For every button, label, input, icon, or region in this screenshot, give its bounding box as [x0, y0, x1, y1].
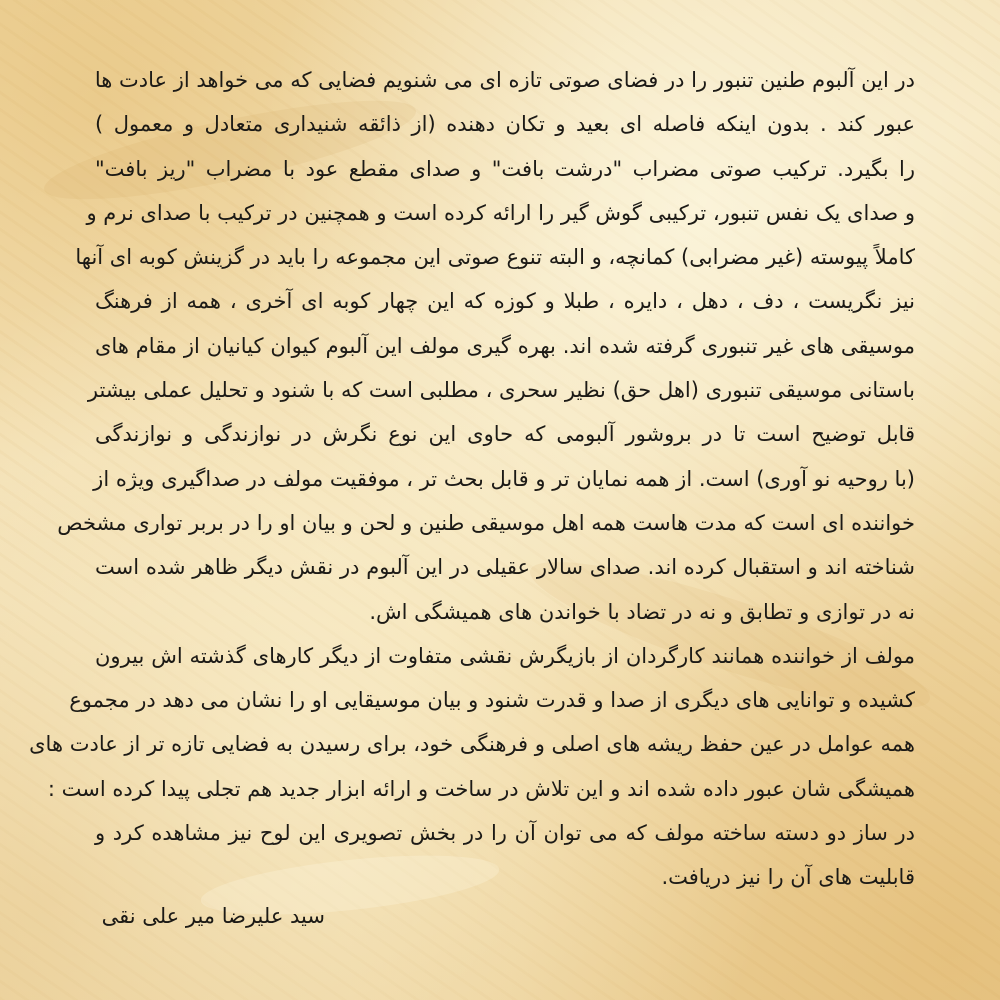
text-line: باستانی موسیقی تنبوری (اهل حق) نظیر سحری ، مطلبی است که با شنود و تحلیل عملی بیشتر — [87, 378, 915, 403]
text-line: نیز نگریست ، دف ، دهل ، دایره ، طبلا و کوزه که این چهار کوبه ای آخری ، همه از فرهنگ — [95, 289, 915, 314]
paragraph-2 — [29, 634, 915, 900]
text-line: مولف از خواننده همانند کارگردان از بازیگرش نقشی متفاوت از دیگر کارهای گذشته اش بیرون — [95, 643, 915, 668]
text-line: در این آلبوم طنین تنبور را در فضای صوتی تازه ای می شنویم فضایی که می خواهد از عادت ها — [94, 68, 915, 92]
text-line: قابل توضیح است تا در بروشور آلبومی که حاوی این نوع نگرش در نوازندگی و نوازندگی — [95, 422, 915, 447]
text-line: کشیده و توانایی های دیگری از صدا و قدرت شنود و بیان موسیقایی او را نشان می دهد در مجموع — [69, 688, 915, 713]
text-line: نه در توازی و تطابق و نه در تضاد با خواندن های همیشگی اش. — [369, 599, 915, 624]
text-line: خواننده ای است که مدت هاست همه اهل موسیقی طنین و لحن و بیان او را در بربر تواری مشخص — [57, 510, 915, 535]
text-line: همه عوامل در عین حفظ ریشه های اصلی و فرهنگی خود، برای رسیدن به فضایی تازه تر از عادت های — [29, 732, 915, 757]
liner-notes-text — [29, 58, 915, 900]
text-line: عبور کند . بدون اینکه فاصله ای بعید و تکان دهنده (از ذائقه شنیداری متعادل و معمول ) — [95, 112, 915, 137]
text-line: شناخته اند و استقبال کرده اند. صدای سالار عقیلی در این آلبوم در نقش دیگر ظاهر شده است — [95, 555, 915, 580]
paragraph-1 — [57, 58, 915, 634]
text-line: همیشگی شان عبور داده شده اند و این تلاش در ساخت و ارائه ابزار جدید هم تجلی پیدا کرده است : — [47, 776, 915, 801]
text-line: قابلیت های آن را نیز دریافت. — [661, 865, 915, 890]
author-signature: سید علیرضا میر علی نقی — [101, 904, 325, 928]
text-line: کاملاً پیوسته (غیر مضرابی) کمانچه، و البته تنوع صوتی این مجموعه را باید در گزینش کوبه ای آنها — [75, 245, 915, 270]
text-line: در ساز دو دسته ساخته مولف که می توان آن را در بخش تصویری این لوح نیز مشاهده کرد و — [95, 821, 915, 846]
text-line: (با روحیه نو آوری) است. از همه نمایان تر و قابل بحث تر ، موفقیت مولف در صداگیری ویژه از — [93, 466, 915, 491]
text-line: موسیقی های غیر تنبوری گرفته شده اند. بهره گیری مولف این آلبوم کیوان کیانیان از مقام های — [95, 333, 915, 358]
text-line: و صدای یک نفس تنبور، ترکیبی گوش گیر را ارائه کرده است و همچنین در ترکیب با صدای نرم و — [86, 200, 915, 225]
text-line: را بگیرد. ترکیب صوتی مضراب "درشت بافت" و صدای مقطع عود با مضراب "ریز بافت" — [95, 156, 915, 181]
